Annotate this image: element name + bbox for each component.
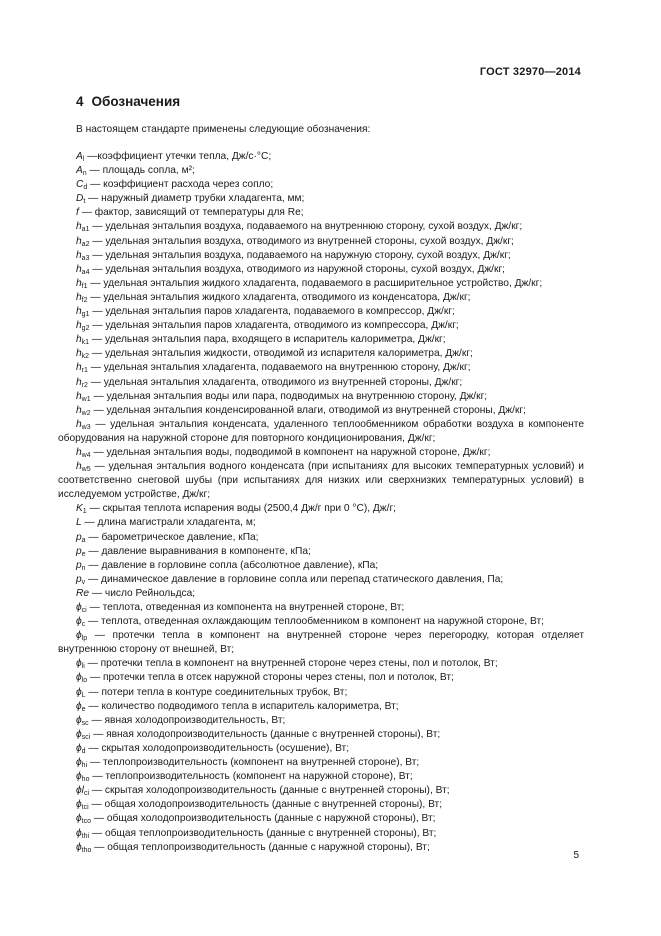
- symbol: $h_{f2}$: [76, 291, 88, 304]
- definition-text: — удельная энтальпия жидкости, отводимой из испарителя калориметра, Дж/кг;: [91, 348, 473, 360]
- symbol: $h_{k1}$: [76, 334, 90, 347]
- definition-item: [58, 742, 584, 756]
- definition-text: — скрытая теплота испарения воды (2500,4 Дж/г при 0 °С), Дж/г;: [89, 503, 396, 515]
- definition-item: [58, 277, 584, 291]
- section-number: 4: [76, 94, 84, 109]
- definition-item: [58, 319, 584, 333]
- symbol: $\phi_{tci}$: [76, 799, 89, 812]
- symbol: $h_{r1}$: [76, 362, 88, 375]
- symbol: $h_{a1}$: [76, 221, 90, 234]
- definition-item: [58, 446, 584, 460]
- definition-text: — теплопроизводительность (компонент на внутренней стороне), Вт;: [89, 757, 420, 769]
- symbol: $\phi_{hi}$: [76, 757, 88, 770]
- definition-text: — удельная энтальпия хладагента, подаваемого на внутреннюю сторону, Дж/кг;: [90, 362, 471, 374]
- definition-item: [58, 263, 584, 277]
- definition-text: — общая теплопроизводительность (данные с внутренней стороны), Вт;: [91, 827, 437, 839]
- symbol: $p_n$: [76, 559, 86, 572]
- definition-item: [58, 333, 584, 347]
- symbol: $\phi_{tho}$: [76, 841, 92, 854]
- symbol: $D_t$: [76, 193, 86, 206]
- definition-text: — протечки тепла в компонент на внутренней стороне через стены, пол и потолок, Вт;: [87, 658, 498, 670]
- definition-text: — теплопроизводительность (компонент на наружной стороне), Вт;: [92, 771, 413, 783]
- definition-text: — удельная энтальпия конденсированной влаги, отводимой из внутренней стороны, Дж/кг;: [93, 404, 526, 416]
- definition-text: — удельная энтальпия воздуха, подаваемого на внутреннюю сторону, сухой воздух, Дж/кг;: [92, 221, 523, 233]
- definition-text: — потери тепла в контуре соединительных трубок, Вт;: [88, 686, 348, 698]
- definition-item: [58, 404, 584, 418]
- section-heading: [76, 94, 180, 109]
- definition-item: [58, 615, 584, 629]
- definition-text: — удельная энтальпия водного конденсата (при испытаниях для высоких температурных условий) и соответственно снеговой шубы (при испытаниях для низких или сверхнизких температурных условий) в исследуемом устройстве, Дж/кг;: [58, 461, 584, 501]
- definition-text: — теплота, отведенная из компонента на внутренней стороне, Вт;: [89, 602, 405, 613]
- definition-item: [58, 531, 584, 545]
- symbol: $h_{a2}$: [76, 235, 90, 248]
- definition-text: — удельная энтальпия воздуха, подаваемого на наружную сторону, сухой воздух, Дж/кг;: [92, 249, 511, 261]
- standard-code: ГОСТ 32970—2014: [479, 66, 581, 78]
- definition-text: — число Рейнольдса;: [91, 587, 196, 599]
- definition-text: — скрытая холодопроизводительность (осушение), Вт;: [88, 742, 350, 754]
- symbol: $A_l$: [76, 151, 85, 163]
- definition-text: — наружный диаметр трубки хладагента, мм;: [88, 193, 305, 205]
- definition-item: [58, 784, 584, 798]
- definition-item: [58, 728, 584, 742]
- definition-text: — удельная энтальпия воды, подводимой в компонент на наружной стороне, Дж/кг;: [93, 446, 491, 458]
- symbol: $C_d$: [76, 179, 88, 192]
- symbol: $p_v$: [76, 573, 86, 586]
- definition-item: [58, 601, 584, 615]
- definition-item: [58, 657, 584, 671]
- symbol: $\phi_e$: [76, 700, 86, 713]
- definition-item: [58, 390, 584, 404]
- definition-item: [58, 220, 584, 234]
- definition-text: — барометрическое давление, кПа;: [88, 531, 259, 543]
- definition-item: [58, 305, 584, 319]
- definition-item: [58, 164, 584, 178]
- section-title: Обозначения: [91, 94, 181, 109]
- definition-item: [58, 700, 584, 714]
- symbol: $\phi_{ho}$: [76, 771, 90, 784]
- definition-text: — давление выравнивания в компоненте, кПа;: [88, 545, 311, 557]
- page-number: 5: [573, 850, 579, 861]
- definition-text: — давление в горловине сопла (абсолютное давление), кПа;: [88, 559, 379, 571]
- definition-text: — общая холодопроизводительность (данные с наружной стороны), Вт;: [93, 813, 436, 825]
- symbol: $\phi_{lo}$: [76, 672, 88, 685]
- definition-item: [58, 587, 584, 601]
- definition-item: [58, 516, 584, 530]
- definition-item: [58, 206, 584, 220]
- symbol: $K_1$: [76, 503, 87, 516]
- symbol: $p_e$: [76, 545, 86, 558]
- symbol: $\phi_{sc}$: [76, 714, 89, 727]
- definition-text: — протечки тепла в компонент на внутренней стороне через перегородку, которая отделяет внутреннюю сторону от внешней, Вт;: [58, 630, 584, 656]
- symbol: $h_{g1}$: [76, 306, 90, 319]
- definition-item: [58, 756, 584, 770]
- definition-text: — удельная энтальпия воздуха, отводимого из наружной стороны, сухой воздух, Дж/кг;: [92, 263, 505, 275]
- definition-item: [58, 235, 584, 249]
- definition-text: — удельная энтальпия жидкого хладагента, отводимого из конденсатора, Дж/кг;: [90, 291, 471, 303]
- definition-item: [58, 502, 584, 516]
- definition-item: [58, 671, 584, 685]
- definition-item: [58, 827, 584, 841]
- definition-text: — теплота, отведенная охлаждающим теплообменником в компонент на наружной стороне, Вт;: [88, 616, 544, 628]
- symbol: $\phi_{li}$: [76, 658, 85, 671]
- definition-text: — скрытая холодопроизводительность (данные с внутренней стороны), Вт;: [91, 785, 450, 797]
- definition-text: — общая теплопроизводительность (данные с наружной стороны), Вт;: [94, 841, 430, 853]
- definition-text: —коэффициент утечки тепла, Дж/с·°С;: [87, 151, 272, 162]
- symbol: f: [76, 207, 79, 219]
- symbol: $\phi l_{ci}$: [76, 785, 89, 798]
- definition-item: [58, 192, 584, 206]
- symbol: $\phi_{thi}$: [76, 827, 90, 840]
- definition-text: — протечки тепла в отсек наружной стороны через стены, пол и потолок, Вт;: [89, 672, 454, 684]
- definition-item: [58, 460, 584, 502]
- definition-text: — площадь сопла, м²;: [89, 165, 195, 177]
- definitions-list: [58, 150, 584, 855]
- definition-text: — общая холодопроизводительность (данные с внутренней стороны), Вт;: [91, 799, 443, 811]
- definition-text: — удельная энтальпия паров хладагента, отводимого из компрессора, Дж/кг;: [92, 320, 459, 332]
- definition-text: — удельная энтальпия конденсата, удаленного теплообменником обработки воздуха в компоненте оборудования на наружной стороне для повторного кондиционирования, Дж/кг;: [58, 418, 584, 444]
- definition-item: [58, 686, 584, 700]
- definition-text: — явная холодопроизводительность, Вт;: [91, 714, 286, 726]
- symbol: $h_{g2}$: [76, 320, 90, 333]
- definition-item: [58, 770, 584, 784]
- definition-item: [58, 629, 584, 657]
- definition-item: [58, 347, 584, 361]
- symbol: $\phi_{ci}$: [76, 602, 87, 614]
- definition-item: [58, 798, 584, 812]
- symbol: $h_{w1}$: [76, 390, 91, 403]
- definition-item: [58, 841, 584, 855]
- symbol: $h_{r2}$: [76, 376, 88, 389]
- symbol: $\phi_c$: [76, 616, 86, 629]
- definition-item: [58, 573, 584, 587]
- definition-text: — динамическое давление в горловине сопла или перепад статического давления, Па;: [88, 573, 504, 585]
- symbol: $\phi_L$: [76, 686, 86, 699]
- symbol: $\phi_{sci}$: [76, 728, 91, 741]
- definition-text: — количество подводимого тепла в испаритель калориметра, Вт;: [88, 700, 399, 712]
- definition-item: [58, 291, 584, 305]
- symbol: $\phi_{tco}$: [76, 813, 92, 826]
- definition-item: [58, 714, 584, 728]
- definition-text: — удельная энтальпия воды или пара, подводимых на внутреннюю сторону, Дж/кг;: [93, 390, 488, 402]
- definition-text: — удельная энтальпия пара, входящего в испаритель калориметра, Дж/кг;: [91, 334, 446, 346]
- definition-text: — фактор, зависящий от температуры для Re;: [81, 207, 304, 219]
- definition-text: — явная холодопроизводительность (данные с внутренней стороны), Вт;: [93, 728, 441, 740]
- symbol: $h_{f1}$: [76, 277, 88, 290]
- definition-item: [58, 361, 584, 375]
- definition-text: — удельная энтальпия хладагента, отводимого из внутренней стороны, Дж/кг;: [90, 376, 463, 388]
- symbol: $p_a$: [76, 531, 86, 544]
- symbol: $A_n$: [76, 165, 87, 178]
- symbol: $\phi_{lp}$: [76, 630, 88, 643]
- definition-text: — удельная энтальпия воздуха, отводимого из внутренней стороны, сухой воздух, Дж/кг;: [92, 235, 514, 247]
- definition-text: — удельная энтальпия жидкого хладагента, подаваемого в расширительное устройство, Дж/кг;: [90, 277, 543, 289]
- definition-item: [58, 178, 584, 192]
- definition-item: [58, 249, 584, 263]
- definition-item: [58, 150, 584, 164]
- symbol: Re: [76, 587, 90, 599]
- definition-item: [58, 376, 584, 390]
- definition-text: — длина магистрали хладагента, м;: [84, 517, 256, 529]
- definition-item: [58, 418, 584, 446]
- symbol: $h_{w2}$: [76, 404, 91, 417]
- definition-item: [58, 559, 584, 573]
- definition-text: — удельная энтальпия паров хладагента, подаваемого в компрессор, Дж/кг;: [92, 306, 455, 318]
- definition-item: [58, 812, 584, 826]
- definition-text: — коэффициент расхода через сопло;: [90, 179, 274, 191]
- symbol: L: [76, 517, 82, 529]
- symbol: $\phi_d$: [76, 742, 86, 755]
- symbol: $h_{a3}$: [76, 249, 90, 262]
- intro-paragraph: В настоящем стандарте применены следующие обозначения:: [76, 124, 371, 135]
- symbol: $h_{w4}$: [76, 446, 91, 459]
- definition-item: [58, 545, 584, 559]
- symbol: $h_{w3}$: [76, 418, 91, 431]
- symbol: $h_{k2}$: [76, 348, 90, 361]
- symbol: $h_{w5}$: [76, 461, 91, 474]
- symbol: $h_{a4}$: [76, 263, 90, 276]
